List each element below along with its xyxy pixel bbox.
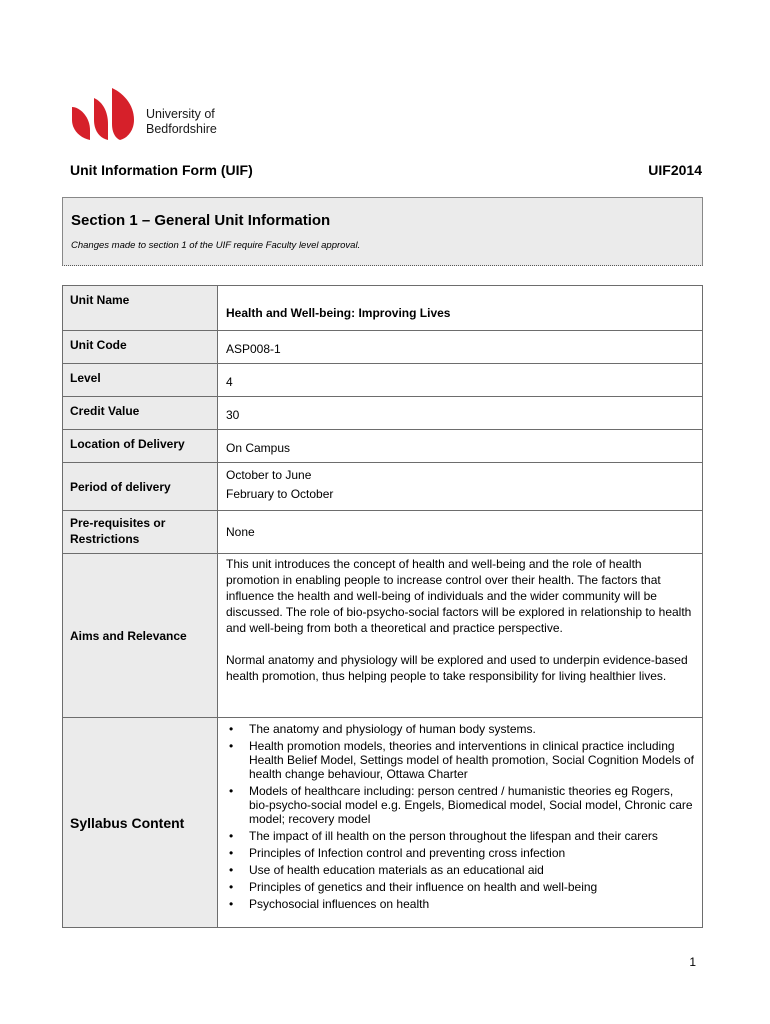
row-value-credit-value: 30 [218,397,703,430]
row-label-period: Period of delivery [63,463,218,511]
section-note: Changes made to section 1 of the UIF require Faculty level approval. [71,240,361,251]
row-label-prereq [63,511,218,554]
table-row [63,397,703,430]
row-label-unit-code: Unit Code [63,331,218,364]
section-title: Section 1 – General Unit Information [71,212,331,229]
logo-line-1: University of [146,107,215,121]
list-item: • Models of healthcare including: person centred / humanistic theories eg Rogers, bio-psycho-social model e.g. Engels, Biomedical model, Social model, Chronic care model; recovery model [220,784,694,826]
logo-text [146,107,217,137]
aims-paragraph-2: Normal anatomy and physiology will be explored and used to underpin evidence-based health promotion, thus helping people to take responsibility for living healthier lives. [226,653,688,683]
prereq-label-line-2: Restrictions [70,532,140,546]
table-row [63,554,703,718]
prereq-label-line-1: Pre-requisites or [70,516,166,530]
table-row [63,364,703,397]
aims-paragraph-1: This unit introduces the concept of health and well-being and the role of health promotion in enabling people to increase control over their health. The factors that influence the health and well-being of individuals and the wider community will be discussed. The role of bio-psycho-social factors will be explored in relationship to health and well-being from both a theoretical and practice perspective. [226,557,692,635]
table-row [63,286,703,331]
row-value-level: 4 [218,364,703,397]
row-value-unit-name: Health and Well-being: Improving Lives [218,286,703,331]
university-logo [70,86,230,144]
period-line-1: October to June [226,468,312,482]
unit-info-table [62,285,703,928]
row-label-syllabus: Syllabus Content [63,718,218,928]
row-value-prereq: None [218,511,703,554]
row-value-location: On Campus [218,430,703,463]
list-item: • Health promotion models, theories and interventions in clinical practice including Health Belief Model, Settings model of health promotion, Social Cognition Models of health change behaviour, Ottawa Charter [220,739,694,781]
row-label-level: Level [63,364,218,397]
form-title: Unit Information Form (UIF) [70,162,253,178]
table-row [63,331,703,364]
page-number: 1 [689,955,696,969]
row-label-aims: Aims and Relevance [63,554,218,718]
row-value-period [218,463,703,511]
row-value-aims [218,554,703,718]
list-item: • Use of health education materials as an educational aid [220,863,694,877]
row-label-location: Location of Delivery [63,430,218,463]
list-item: • The anatomy and physiology of human body systems. [220,722,694,736]
list-item: • The impact of ill health on the person throughout the lifespan and their carers [220,829,694,843]
row-label-unit-name: Unit Name [63,286,218,331]
logo-mark-icon [70,86,142,144]
syllabus-list [220,722,694,911]
table-row [63,430,703,463]
table-row [63,718,703,928]
table-row [63,463,703,511]
logo-line-2: Bedfordshire [146,122,217,136]
list-item: • Principles of Infection control and preventing cross infection [220,846,694,860]
row-value-syllabus [218,718,703,928]
list-item: • Principles of genetics and their influence on health and well-being [220,880,694,894]
table-row [63,511,703,554]
form-code: UIF2014 [648,162,702,178]
row-label-credit-value: Credit Value [63,397,218,430]
period-line-2: February to October [226,487,334,501]
section-header-box [62,197,703,266]
list-item: • Psychosocial influences on health [220,897,694,911]
row-value-unit-code: ASP008-1 [218,331,703,364]
